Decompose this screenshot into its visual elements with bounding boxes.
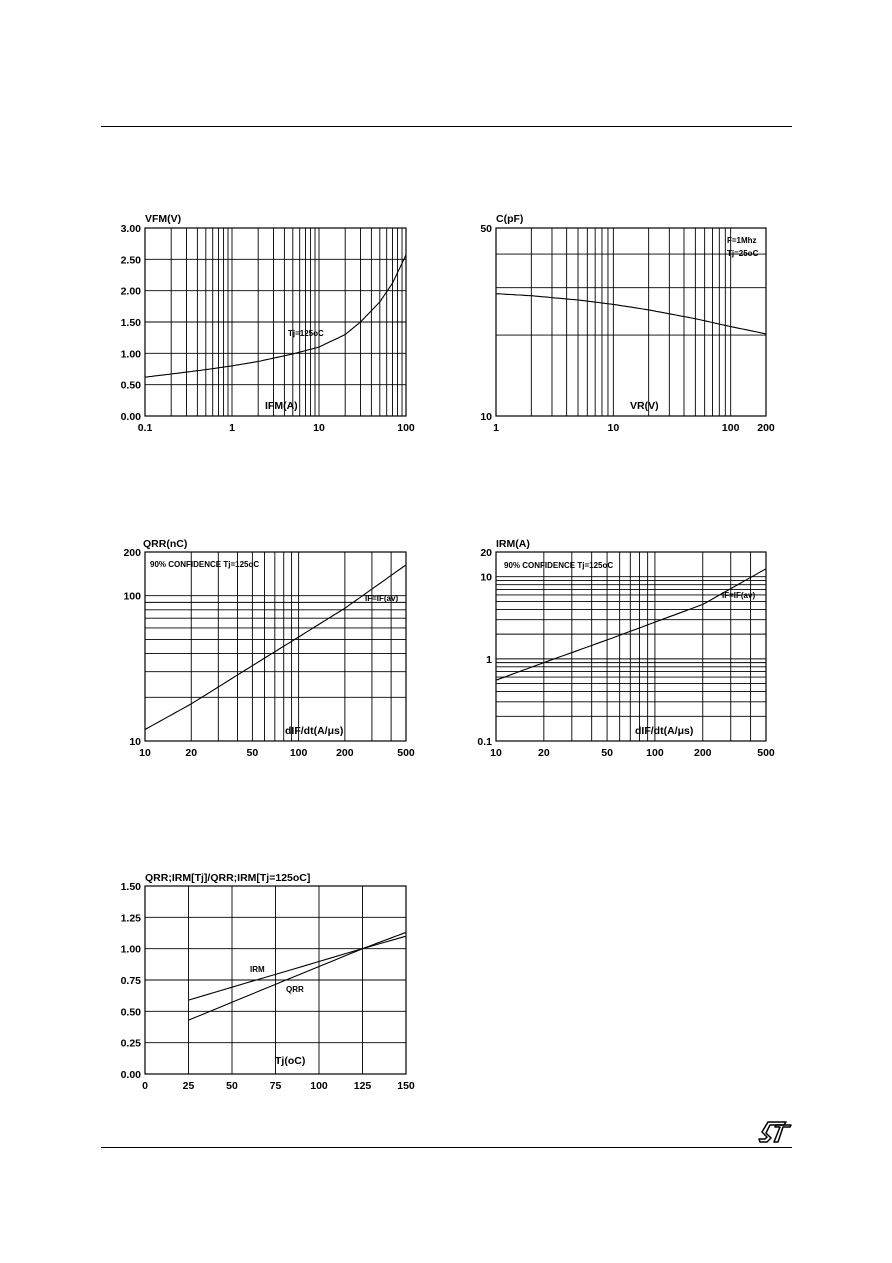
x-tick-label: 20: [537, 747, 550, 759]
x-tick-label: 50: [226, 1080, 238, 1092]
y-tick-label: 100: [123, 590, 141, 603]
x-tick-label: 50: [601, 747, 613, 759]
y-tick-label: 50: [480, 223, 492, 235]
chart-5: [121, 872, 415, 1092]
x-tick-label: 10: [490, 747, 502, 759]
y-tick-label: 0.1: [477, 736, 492, 748]
series-line-if-if-av-: [145, 565, 406, 730]
y-tick-label: 2.50: [120, 254, 141, 267]
x-tick-label: 500: [757, 747, 775, 759]
grid: [496, 552, 766, 741]
x-tick-label: 50: [246, 747, 259, 759]
y-tick-label: 0.00: [120, 411, 141, 423]
y-tick-label: 10: [480, 571, 492, 584]
x-tick-label: 0: [142, 1080, 148, 1092]
x-tick-label: 150: [397, 1080, 415, 1092]
st-logo-icon: [757, 1120, 793, 1144]
series-label: QRR: [286, 985, 304, 994]
x-tick-label: 0.1: [137, 422, 153, 434]
x-tick-label: 10: [139, 747, 151, 759]
y-tick-label: 10: [129, 736, 141, 748]
x-tick-label: 200: [757, 422, 775, 434]
y-axis-label: VFM(V): [145, 213, 182, 225]
chart-4: [477, 538, 775, 759]
chart-annotation: IF=IF(av): [722, 591, 756, 600]
y-tick-label: 200: [123, 547, 141, 559]
y-tick-label: 0.75: [120, 975, 141, 987]
x-tick-label: 75: [269, 1080, 282, 1092]
x-tick-label: 1: [493, 422, 499, 434]
y-tick-label: 1.25: [120, 912, 141, 925]
chart-annotation: F=1Mhz: [727, 236, 757, 245]
grid: [145, 552, 406, 741]
x-tick-label: 200: [336, 747, 354, 759]
y-axis-label: QRR(nC): [143, 538, 188, 550]
chart-3: [123, 538, 414, 759]
y-tick-label: 1.50: [120, 881, 141, 893]
x-tick-label: 10: [607, 422, 620, 434]
grid: [496, 228, 766, 416]
y-tick-label: 2.00: [120, 285, 141, 298]
x-tick-label: 100: [646, 747, 664, 759]
x-axis-label: dIF/dt(A/μs): [635, 725, 694, 737]
x-tick-label: 200: [693, 747, 712, 759]
grid: [145, 228, 406, 416]
plot-frame: [145, 552, 406, 741]
y-tick-label: 0.50: [120, 379, 141, 392]
x-tick-label: 100: [721, 422, 740, 434]
x-axis-label: VR(V): [630, 400, 659, 412]
y-tick-label: 0.00: [120, 1069, 141, 1081]
x-axis-label: Tj(oC): [275, 1055, 306, 1067]
y-tick-label: 1.00: [120, 943, 141, 956]
grid: [145, 886, 406, 1074]
y-tick-label: 10: [480, 411, 492, 423]
x-tick-label: 1: [229, 422, 235, 434]
x-axis-label: dIF/dt(A/μs): [285, 725, 344, 737]
y-axis-label: IRM(A): [496, 538, 530, 550]
y-tick-label: 3.00: [120, 223, 141, 235]
x-tick-label: 125: [353, 1080, 372, 1092]
series-line-tj-125oc: [145, 255, 406, 377]
y-tick-label: 0.50: [120, 1006, 141, 1019]
chart-annotation: 90% CONFIDENCE Tj=125oC: [504, 561, 614, 570]
y-axis-label: C(pF): [496, 213, 524, 225]
chart-annotation: Tj=25oC: [727, 249, 759, 258]
x-axis-label: IFM(A): [265, 400, 298, 412]
y-tick-label: 1: [486, 653, 492, 666]
x-tick-label: 100: [397, 422, 415, 434]
y-tick-label: 20: [480, 547, 492, 559]
x-tick-label: 10: [313, 422, 325, 434]
chart-2: [480, 213, 775, 434]
y-tick-label: 0.25: [120, 1037, 141, 1050]
y-tick-label: 1.00: [120, 348, 141, 361]
series-line-if-if-av-: [496, 569, 766, 680]
y-tick-label: 1.50: [120, 317, 141, 329]
x-tick-label: 20: [185, 747, 198, 759]
x-tick-label: 25: [182, 1080, 195, 1092]
chart-annotation: IF=IF(av): [365, 594, 399, 603]
chart-annotation: 90% CONFIDENCE Tj=125oC: [150, 560, 260, 569]
series-label: IRM: [250, 965, 265, 974]
x-tick-label: 100: [289, 747, 308, 759]
chart-annotation: Tj=125oC: [288, 329, 324, 338]
chart-1: [121, 213, 415, 434]
x-tick-label: 100: [310, 1080, 328, 1092]
y-axis-label: QRR;IRM[Tj]/QRR;IRM[Tj=125oC]: [145, 872, 311, 884]
x-tick-label: 500: [397, 747, 415, 759]
